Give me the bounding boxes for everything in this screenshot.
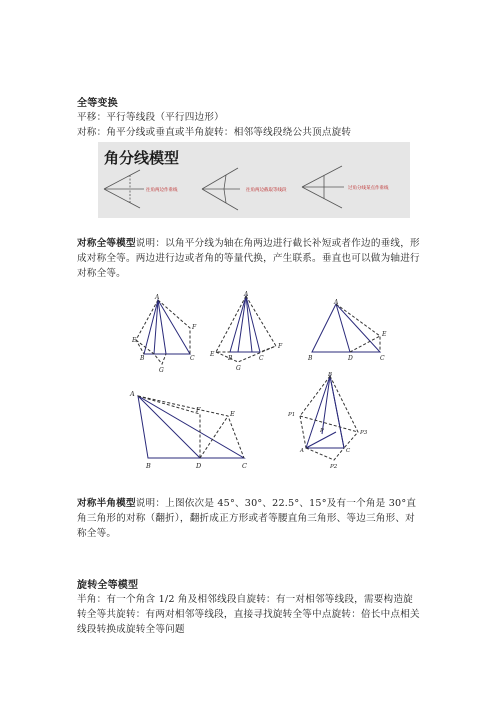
label-b-4: B bbox=[146, 462, 151, 470]
symmetry-line: 对称：角平分线或垂直或半角旋转：相邻等线段绕公共顶点旋转 bbox=[77, 127, 352, 138]
figure-22-5-degree bbox=[300, 300, 396, 368]
label-a-2: A bbox=[244, 291, 249, 298]
symmetric-half-angle-body: 说明：上图依次是 45°、30°、22.5°、15°及有一个角是 30°直角三角形的对称（翻折），翻折成正方形或者等腰直角三角形、等边三角形、对称全等。 bbox=[77, 498, 417, 539]
symmetric-congruence-body: 说明：以角平分线为轴在角两边进行截长补短或者作边的垂线，形成对称全等。两边进行边或者角的等量代换，产生联系。垂直也可以做为轴进行对称全等。 bbox=[77, 238, 420, 279]
label-a: A bbox=[155, 294, 160, 301]
symmetric-half-angle-lead: 对称半角模型 bbox=[77, 498, 136, 509]
label-b-5: B bbox=[328, 372, 333, 378]
label-p1-5: P1 bbox=[288, 412, 296, 418]
label-g-2: G bbox=[236, 365, 241, 372]
label-p2-5: P2 bbox=[330, 464, 338, 470]
label-e-4: E bbox=[230, 410, 235, 418]
symmetric-congruence-lead: 对称全等模型 bbox=[77, 238, 136, 249]
angle-bisector-banner bbox=[98, 142, 410, 218]
translation-line: 平移：平行等线段（平行四边形） bbox=[77, 112, 224, 123]
label-f-4: F bbox=[196, 406, 201, 414]
banner-caption-2: 往角两边截取等线段 bbox=[246, 188, 287, 193]
label-f-2: F bbox=[278, 343, 283, 350]
label-c-3: C bbox=[380, 355, 385, 362]
figure-30-degree bbox=[210, 290, 286, 372]
label-f: F bbox=[192, 324, 197, 331]
label-p-5: P bbox=[320, 428, 324, 434]
label-b-2: B bbox=[228, 355, 233, 362]
label-c-5: C bbox=[346, 448, 351, 454]
section-heading-rotation: 旋转全等模型 bbox=[77, 580, 139, 591]
figure-15-degree bbox=[124, 386, 256, 472]
rotation-body: 半角：有一个角含 1/2 角及相邻线段自旋转：有一对相邻等线段，需要构造旋转全等共旋转：有两对相邻等线段，直接寻找旋转全等中点旋转：倍长中点相关线段转换成旋转全等问题 bbox=[77, 594, 420, 635]
label-e-2: E bbox=[210, 351, 215, 358]
banner-title: 角分线模型 bbox=[104, 149, 180, 167]
figure-30-degree-right-triangle bbox=[284, 368, 368, 472]
label-d-3: D bbox=[348, 355, 353, 362]
label-c-4: C bbox=[242, 462, 247, 470]
banner-caption-1: 往角两边作垂线 bbox=[146, 188, 178, 193]
label-c: C bbox=[190, 355, 195, 362]
label-a-4: A bbox=[130, 390, 135, 398]
banner-diagrams bbox=[98, 142, 410, 218]
symmetric-congruence-paragraph bbox=[77, 236, 422, 281]
label-e-3: E bbox=[382, 331, 387, 338]
banner-caption-3: 过角分线某点作垂线 bbox=[348, 186, 389, 191]
symmetric-half-angle-paragraph bbox=[77, 496, 422, 541]
figure-45-degree bbox=[132, 292, 208, 374]
label-c-2: C bbox=[259, 355, 264, 362]
label-a-5: A bbox=[300, 448, 304, 454]
label-b-3: B bbox=[308, 355, 313, 362]
label-d-4: D bbox=[196, 462, 202, 470]
label-p3-5: P3 bbox=[360, 430, 368, 436]
section-heading-congruent-transform: 全等变换 bbox=[77, 98, 118, 109]
label-g: G bbox=[159, 367, 164, 374]
label-a-3: A bbox=[334, 299, 339, 306]
label-b: B bbox=[140, 355, 145, 362]
label-e: E bbox=[132, 337, 137, 344]
